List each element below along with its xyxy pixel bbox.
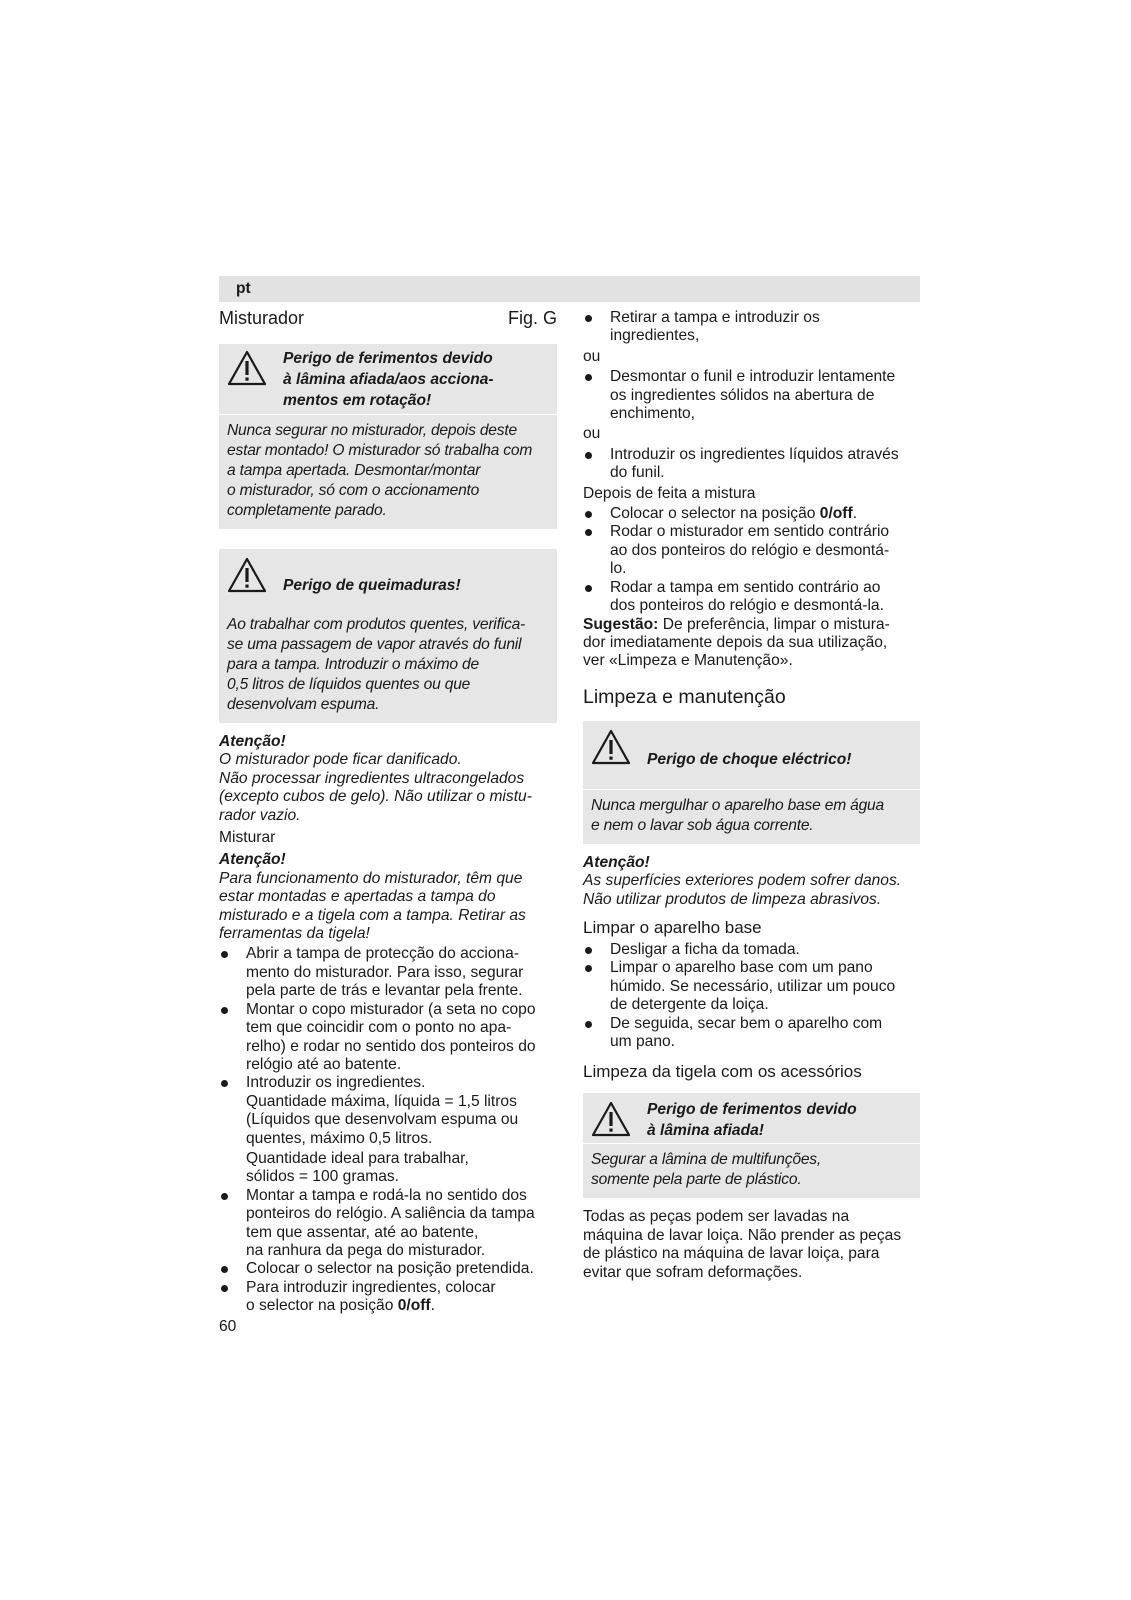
- list-item: Desmontar o funil e introduzir lentamente os ingredientes sólidos na abertura de enchimento,: [583, 368, 920, 423]
- list-item: Introduzir os ingredientes líquidos através do funil.: [583, 446, 920, 483]
- or-text: ou: [583, 347, 601, 365]
- subsection-limpar: Limpar o aparelho base: [583, 917, 762, 937]
- warning-box-shock: [583, 721, 920, 844]
- warning-triangle-icon: [591, 729, 631, 765]
- subsection-tigela: Limpeza da tigela com os acessórios: [583, 1062, 862, 1082]
- warning-text: Segurar a lâmina de multifunções, somente pela parte de plástico.: [583, 1143, 920, 1198]
- final-paragraph: Todas as peças podem ser lavadas na máquina de lavar loiça. Não prender as peças de plástico na máquina de lavar loiça, para evitar que sofram deformações.: [583, 1208, 902, 1281]
- instruction-list: [583, 941, 920, 1051]
- instruction-list: [583, 446, 920, 483]
- list-item: Montar o copo misturador (a seta no copo tem que coincidir com o ponto no apa- relho) e rodar no sentido dos ponteiros do relógio até ao batente.: [219, 1001, 557, 1075]
- list-item: Colocar o selector na posição 0/off.: [583, 505, 920, 523]
- list-item: Retirar a tampa e introduzir os ingredientes,: [583, 309, 920, 346]
- figure-reference: Fig. G: [507, 308, 557, 328]
- warning-triangle-icon: [227, 350, 267, 386]
- warning-box-blade-accessories: [583, 1093, 920, 1198]
- page-number: 60: [219, 1318, 237, 1335]
- warning-box-blade: [219, 344, 557, 529]
- instruction-list: [583, 505, 920, 615]
- list-item: De seguida, secar bem o aparelho com um pano.: [583, 1015, 920, 1052]
- language-bar: [219, 276, 920, 302]
- section-title-limpeza: Limpeza e manutenção: [583, 685, 786, 708]
- list-item: Desligar a ficha da tomada.: [583, 941, 920, 959]
- list-item: Introduzir os ingredientes. Quantidade máxima, líquida = 1,5 litros (Líquidos que desenvolvam espuma ou quentes, máximo 0,5 litros. Quantidade ideal para trabalhar, sólidos = 100 gramas.: [219, 1074, 557, 1186]
- instruction-list: [583, 309, 920, 346]
- list-item: Colocar o selector na posição pretendida.: [219, 1260, 557, 1278]
- attention-label: Atenção!: [583, 853, 650, 871]
- attention-label: Atenção!: [219, 851, 286, 869]
- instruction-list: [583, 368, 920, 423]
- tip-paragraph: Sugestão: De preferência, limpar o mistura- dor imediatamente depois da sua utilização, ver «Limpeza e Manutenção».: [583, 615, 890, 670]
- subsection-misturar: Misturar: [219, 829, 276, 847]
- warning-box-burns: [219, 549, 557, 723]
- attention-text: As superfícies exteriores podem sofrer danos. Não utilizar produtos de limpeza abrasivos.: [583, 872, 902, 908]
- list-item: Rodar o misturador em sentido contrário ao dos ponteiros do relógio e desmontá- lo.: [583, 523, 920, 578]
- attention-text: O misturador pode ficar danificado. Não processar ingredientes ultracongelados (excepto cubos de gelo). Não utilizar o mistu- rador vazio.: [219, 751, 532, 824]
- section-title-misturador: Misturador Fig. G: [219, 308, 557, 328]
- right-column: [583, 309, 920, 1282]
- warning-text: Ao trabalhar com produtos quentes, verifica- se uma passagem de vapor através do funil para a tampa. Introduzir o máximo de 0,5 litros de líquidos quentes ou que desenvolvam espuma.: [227, 616, 526, 713]
- or-text: ou: [583, 425, 601, 443]
- list-item: Rodar a tampa em sentido contrário ao dos ponteiros do relógio e desmontá-la.: [583, 579, 920, 616]
- warning-heading: Perigo de queimaduras!: [219, 549, 557, 615]
- attention-text: Para funcionamento do misturador, têm que estar montadas e apertadas a tampa do misturado e a tigela com a tampa. Retirar as ferramentas da tigela!: [219, 869, 526, 943]
- instruction-list: [219, 945, 557, 1315]
- warning-heading: Perigo de ferimentos devido à lâmina afiada!: [583, 1093, 920, 1143]
- left-column: [219, 306, 557, 1316]
- language-code: pt: [236, 280, 251, 297]
- attention-label: Atenção!: [219, 733, 286, 750]
- warning-heading: Perigo de choque eléctrico!: [583, 721, 920, 789]
- warning-heading: Perigo de ferimentos devido à lâmina afiada/aos acciona- mentos em rotação!: [219, 344, 557, 414]
- list-item: Limpar o aparelho base com um pano húmido. Se necessário, utilizar um pouco de detergente da loiça.: [583, 959, 920, 1014]
- list-item: Abrir a tampa de protecção do acciona- mento do misturador. Para isso, segurar pela parte de trás e levantar pela frente.: [219, 945, 557, 1000]
- warning-triangle-icon: [227, 557, 267, 593]
- list-item: Montar a tampa e rodá-la no sentido dos ponteiros do relógio. A saliência da tampa tem que assentar, até ao batente, na ranhura da pega do misturador.: [219, 1187, 557, 1261]
- warning-triangle-icon: [591, 1101, 631, 1137]
- warning-text: Nunca segurar no misturador, depois deste estar montado! O misturador só trabalha com a tampa apertada. Desmontar/montar o misturador, só com o accionamento completamente parado.: [219, 414, 557, 529]
- list-item: Para introduzir ingredientes, colocar o selector na posição 0/off.: [219, 1279, 557, 1316]
- warning-text: Nunca mergulhar o aparelho base em água e nem o lavar sob água corrente.: [583, 789, 920, 844]
- subsection-depois: Depois de feita a mistura: [583, 484, 756, 502]
